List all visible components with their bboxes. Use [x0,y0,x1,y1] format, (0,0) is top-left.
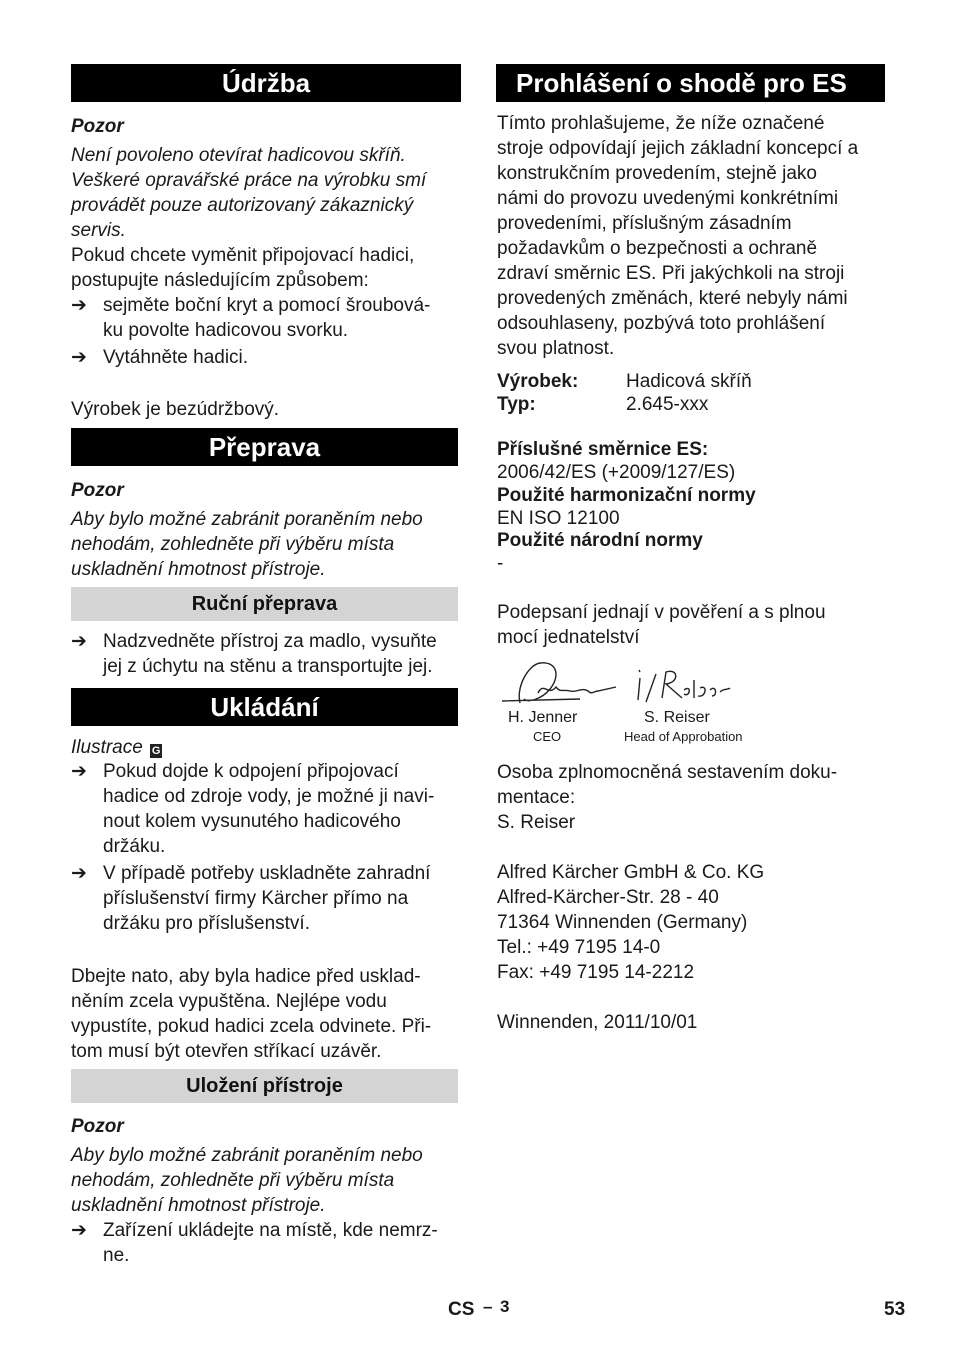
signature-reiser-image [634,662,734,708]
directives-label: Příslušné směrnice ES: [497,439,709,460]
arrow-icon: ➔ [71,761,87,782]
subheading-rucni-preprava: Ruční přeprava [71,587,458,621]
footer-dash: – [483,1297,493,1316]
signed-text: Podepsaní jednají v pověření a s plnou mocí jednatelství [497,602,826,648]
page-number: 53 [884,1299,906,1320]
heading-ukladani: Ukládání [71,688,458,726]
intro-text: Pokud chcete vyměnit připojovací hadici, postupujte následujícím způsobem: [71,245,415,291]
product-label: Výrobek: [497,371,579,392]
arrow-icon: ➔ [71,347,87,368]
step-item: V případě potřeby uskladněte zahradní příslušenství firmy Kärcher přímo na držáku pro příslušenství. [103,863,431,934]
signatory-name: S. Reiser [644,709,710,726]
heading-preprava: Přeprava [71,428,458,466]
harmonized-value: EN ISO 12100 [497,508,620,529]
warning-text: Aby bylo možné zabránit poraněním nebo nehodám, zohledněte při výběru místa uskladnění hmotnost přístroje. [71,509,423,580]
step-item: Nadzvedněte přístroj za madlo, vysuňte jej z úchytu na stěnu a transportujte jej. [103,631,437,677]
authorized-person: Osoba zplnomocněná sestavením doku- mentace: S. Reiser [497,762,838,833]
warning-text: Aby bylo možné zabránit poraněním nebo nehodám, zohledněte při výběru místa uskladnění hmotnost přístroje. [71,1145,423,1216]
national-value: - [497,553,504,574]
place-date: Winnenden, 2011/10/01 [497,1012,698,1033]
footer-section-page: 3 [500,1297,510,1316]
pozor-label: Pozor [71,116,124,137]
heading-declaration: Prohlášení o shodě pro ES [496,64,885,102]
footer-lang: CS [448,1299,475,1320]
declaration-intro: Tímto prohlašujeme, že níže označené stroje odpovídají jejich základní koncepcí a konstrukčním provedením, stejně jako námi do provozu uvedenými konkrétními provedeními, příslušným zásadním požadavkům o bezpečnosti a ochraně zdraví směrnic ES. Při jakýchkoli na stroji provedených změnách, které nebyly námi odsouhlaseny, pozbývá toto prohlášení svou platnost. [497,113,859,359]
maintenance-note: Výrobek je bezúdržbový. [71,399,280,420]
drain-paragraph: Dbejte nato, aby byla hadice před usklad- něním zcela vypuštěna. Nejlépe vodu vypustíte, pokud hadici zcela odvinete. Při- tom musí být otevřen stříkací uzávěr. [71,966,432,1062]
pozor-label: Pozor [71,1116,124,1137]
signatory-role: CEO [533,729,562,744]
harmonized-label: Použité harmonizační normy [497,485,756,506]
arrow-icon: ➔ [71,631,87,652]
type-value: 2.645-xxx [626,394,709,415]
warning-text: Není povoleno otevírat hadicovou skříň. Veškeré opravářské práce na výrobku smí provádět pouze autorizovaný zákaznický servis. [71,145,427,241]
step-item: Zařízení ukládejte na místě, kde nemrz- ne. [103,1220,438,1266]
step-item: Pokud dojde k odpojení připojovací hadice od zdroje vody, je možné ji navi- nout kolem vysunutého hadicového držáku. [103,761,435,857]
arrow-icon: ➔ [71,863,87,884]
arrow-icon: ➔ [71,1220,87,1241]
arrow-icon: ➔ [71,295,87,316]
product-value: Hadicová skříň [626,371,752,392]
illustration-g-icon: G [151,745,161,757]
signatory-role: Head of Approbation [624,729,743,744]
company-address: Alfred Kärcher GmbH & Co. KG Alfred-Kärcher-Str. 28 - 40 71364 Winnenden (Germany) Tel.: +49 7195 14-0 Fax: +49 7195 14-2212 [497,862,765,983]
step-item: Vytáhněte hadici. [103,347,249,368]
heading-udrzba: Údržba [71,64,461,102]
signature-jenner-image [498,657,623,713]
signatory-name: H. Jenner [508,709,578,726]
directives-value: 2006/42/ES (+2009/127/ES) [497,462,736,483]
pozor-label: Pozor [71,480,124,501]
national-label: Použité národní normy [497,530,703,551]
illustration-ref: Ilustrace G [71,737,161,758]
step-item: sejměte boční kryt a pomocí šroubová- ku povolte hadicovou svorku. [103,295,431,341]
subheading-ulozeni-pristroje: Uložení přístroje [71,1069,458,1103]
type-label: Typ: [497,394,536,415]
